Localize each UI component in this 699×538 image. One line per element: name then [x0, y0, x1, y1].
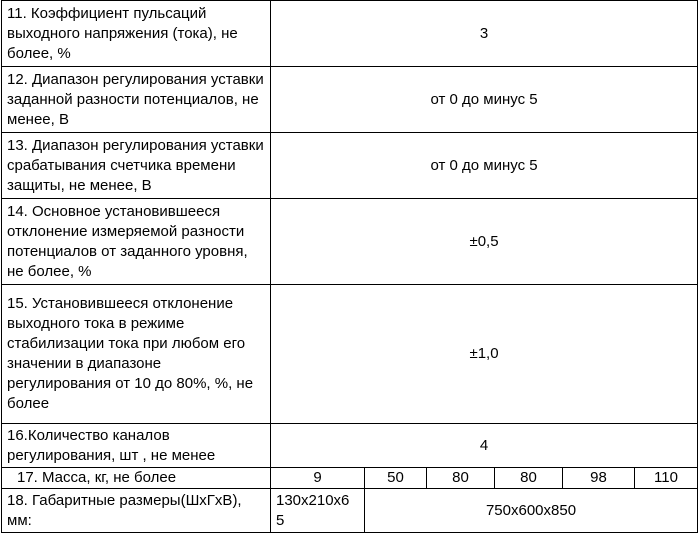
dimensions-label: 18. Габаритные размеры(ШхГхВ), мм: — [2, 489, 271, 533]
row-label: 11. Коэффициент пульсаций выходного напряжения (тока), не более, % — [2, 1, 271, 67]
mass-value: 80 — [495, 468, 563, 489]
dimensions-large-value: 750х600х850 — [365, 489, 698, 533]
dimensions-small-value: 130х210х65 — [271, 489, 365, 533]
table-row — [2, 1, 698, 67]
row-label: 13. Диапазон регулирования уставки срабатывания счетчика времени защиты, не менее, В — [2, 133, 271, 199]
row-value: от 0 до минус 5 — [271, 67, 698, 133]
table-row — [2, 424, 698, 468]
table-row — [2, 285, 698, 424]
mass-label: 17. Масса, кг, не более — [2, 468, 271, 489]
dimensions-row — [2, 489, 698, 533]
mass-value: 50 — [365, 468, 427, 489]
table-row — [2, 199, 698, 285]
mass-value: 9 — [271, 468, 365, 489]
row-label: 12. Диапазон регулирования уставки заданной разности потенциалов, не менее, В — [2, 67, 271, 133]
mass-value: 98 — [563, 468, 635, 489]
row-label: 15. Установившееся отклонение выходного тока в режиме стабилизации тока при любом его значении в диапазоне регулирования от 10 до 80%, %, не более — [2, 285, 271, 424]
table-row — [2, 133, 698, 199]
row-label: 16.Количество каналов регулирования, шт , не менее — [2, 424, 271, 468]
row-value: 3 — [271, 1, 698, 67]
mass-row — [2, 468, 698, 489]
mass-value: 110 — [635, 468, 698, 489]
specifications-table — [1, 0, 698, 533]
row-value: от 0 до минус 5 — [271, 133, 698, 199]
row-value: ±0,5 — [271, 199, 698, 285]
row-label: 14. Основное установившееся отклонение измеряемой разности потенциалов от заданного уровня, не более, % — [2, 199, 271, 285]
row-value: 4 — [271, 424, 698, 468]
mass-value: 80 — [427, 468, 495, 489]
table-row — [2, 67, 698, 133]
row-value: ±1,0 — [271, 285, 698, 424]
